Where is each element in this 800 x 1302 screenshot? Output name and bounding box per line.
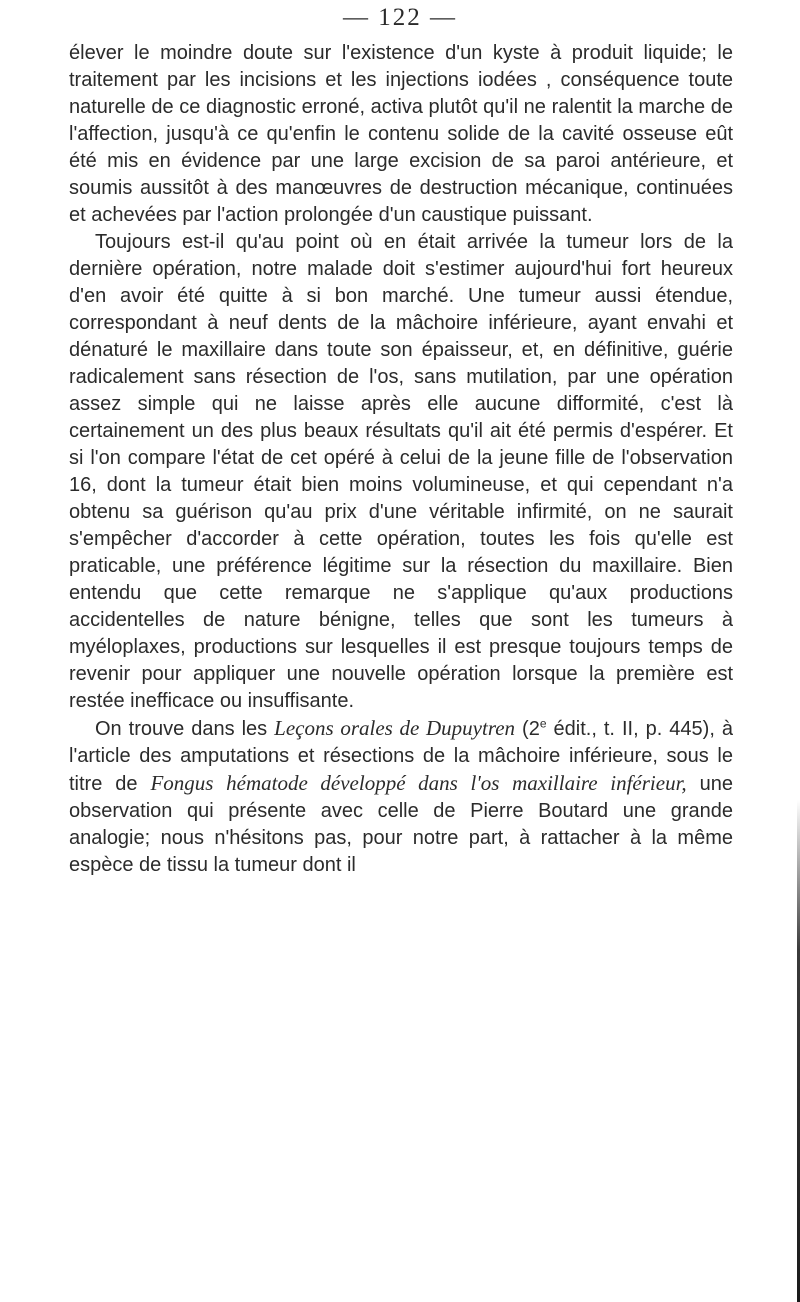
paragraph-3-text-3: édit., t. II, p. 445), à l'article des amputations et résections de la mâchoire inférieure, sous le titre de <box>69 718 733 795</box>
body-text <box>69 40 733 879</box>
paragraph-3-text-2: (2 <box>515 718 540 740</box>
paragraph-1: élever le moindre doute sur l'existence d'un kyste à produit liquide; le traitement par les incisions et les injections iodées , conséquence toute naturelle de ce diagnostic erroné, activa plutôt qu'il ne ralentit la marche de l'affection, jusqu'à ce qu'enfin le contenu solide de la cavité osseuse eût été mis en évidence par une large excision de sa paroi antérieure, et soumis aussitôt à des manœuvres de destruction mécanique, continuées et achevées par l'action prolongée d'un caustique puissant. <box>69 42 733 226</box>
observation-title: Fongus hématode développé dans l'os maxillaire inférieur, <box>150 771 687 795</box>
paragraph-3-text-1: On trouve dans les <box>95 718 275 740</box>
edition-superscript: e <box>539 716 547 731</box>
paragraph-2: Toujours est-il qu'au point où en était arrivée la tumeur lors de la dernière opération, notre malade doit s'estimer aujourd'hui fort heureux d'en avoir été quitte à si bon marché. Une tumeur aussi étendue, correspondant à neuf dents de la mâchoire inférieure, ayant envahi et dénaturé le maxillaire dans toute son épaisseur, et, en définitive, guérie radicalement sans résection de l'os, sans mutilation, par une opération assez simple qui ne laisse après elle aucune difformité, c'est là certainement un des plus beaux résultats qu'il ait été permis d'espérer. Et si l'on compare l'état de cet opéré à celui de la jeune fille de l'observation 16, dont la tumeur était bien moins volumineuse, et qui cependant n'a obtenu sa guérison qu'au prix d'une véritable infirmité, on ne saurait s'empêcher d'accorder à cette opération, toutes les fois qu'elle est praticable, une préférence légitime sur la résection du maxillaire. Bien entendu que cette remarque ne s'applique qu'aux productions accidentelles de nature bénigne, telles que sont les tumeurs à myéloplaxes, productions sur lesquelles il est presque toujours temps de revenir pour appliquer une nouvelle opération lorsque la première est restée inefficace ou insuffisante. <box>69 231 733 712</box>
cited-work-title: Leçons orales de Dupuytren <box>274 716 516 740</box>
paragraph-3 <box>69 715 733 879</box>
page-number: — 122 — <box>343 4 457 31</box>
paragraph-3-text-4: une observation qui présente avec celle de Pierre Boutard une grande analogie; nous n'hésitons pas, pour notre part, à rattacher à la même espèce de tissu la tumeur dont il <box>69 773 733 876</box>
